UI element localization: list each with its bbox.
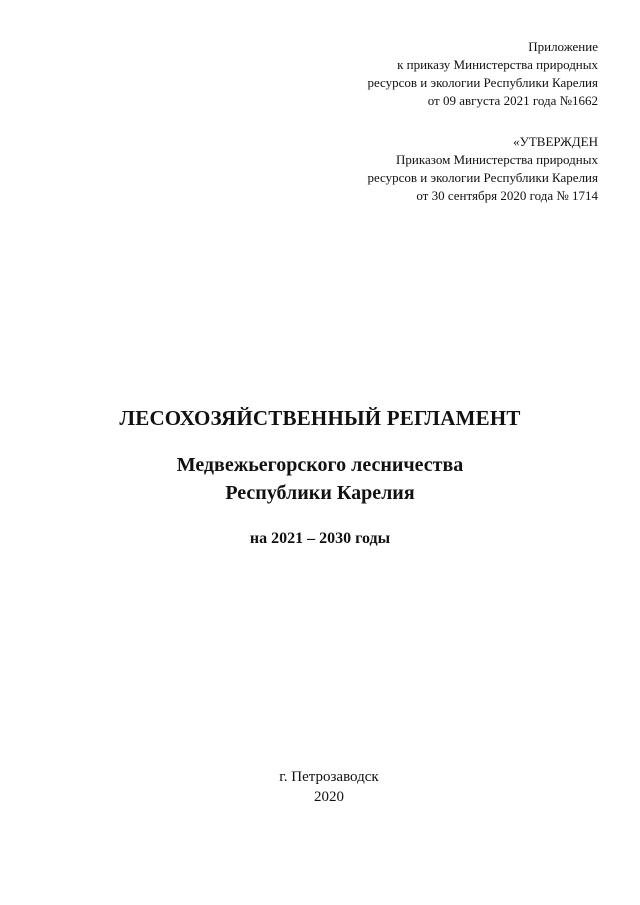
document-title: ЛЕСОХОЗЯЙСТВЕННЫЙ РЕГЛАМЕНТ [119,406,521,430]
annex-block [367,38,598,110]
annex-heading: Приложение [528,39,598,54]
footer-year: 2020 [314,789,344,805]
approval-line: ресурсов и экологии Республики Карелия [367,170,598,185]
approval-line: Приказом Министерства природных [396,152,598,167]
annex-line: ресурсов и экологии Республики Карелия [367,75,598,90]
footer-block [0,767,640,807]
approval-block [367,133,598,205]
approval-order-date: от 30 сентября 2020 года № 1714 [416,188,598,203]
subtitle-line: Медвежьегорского лесничества [176,454,464,476]
approval-heading: «УТВЕРЖДЕН [513,134,598,149]
document-period: на 2021 – 2030 годы [249,530,391,547]
subtitle-line: Республики Карелия [225,482,415,504]
document-subtitle [0,451,640,507]
annex-line: к приказу Министерства природных [397,57,598,72]
footer-city: г. Петрозаводск [279,769,379,785]
annex-order-date: от 09 августа 2021 года №1662 [427,93,598,108]
